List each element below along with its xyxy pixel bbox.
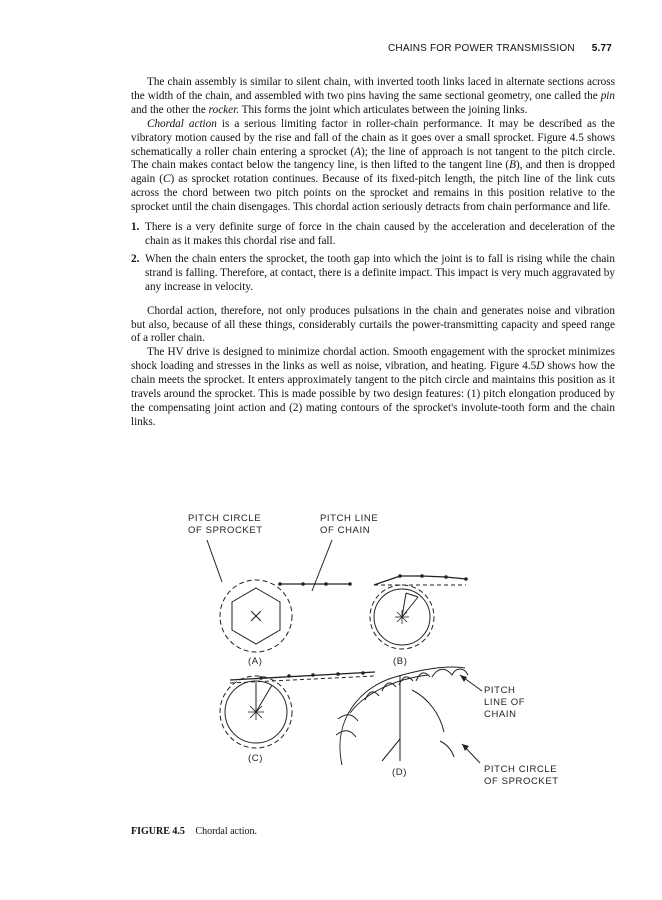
paragraph-chordal-action: Chordal action is a serious limiting factor in roller-chain performance. It may be described as the vibratory motion caused by the rise and fall of the chain as it goes over a small sprocket. Figure 4.5 shows schematically a roller chain entering a sprocket (A); the line of approach is not tangent to the pitch circle. The chain makes contact below the tangency line, is then lifted to the tangent line (B), and then is dropped again (C) as sprocket rotation continues. Because of its fixed-pitch length, the pitch line of the link cuts across the chord between two pitch points on the sprocket and remains in this position relative to the sprocket until the chain disengages. This chordal action seriously detracts from chain performance and life. (131, 117, 615, 214)
list-number: 1. (131, 221, 140, 234)
caption-label: FIGURE 4.5 (131, 826, 185, 837)
panel-label-a: (A) (248, 656, 263, 667)
panel-label-b: (B) (393, 656, 408, 667)
numbered-list (131, 221, 615, 295)
body-text (131, 76, 615, 430)
label-d-line-of: LINE OF (484, 697, 526, 708)
leader-pitch-line (312, 540, 332, 591)
panel-label-d: (D) (392, 767, 407, 778)
section-title: CHAINS FOR POWER TRANSMISSION (388, 43, 575, 54)
label-pitch-circle: PITCH CIRCLE (188, 513, 262, 524)
sprocket-c (220, 671, 375, 748)
label-d-chain: CHAIN (484, 709, 517, 720)
paragraph-chordal-consequences: Chordal action, therefore, not only produces pulsations in the chain and generates noise and vibration but also, because of all these things, considerably curtails the power-transmitting capacity and speed range of a roller chain. (131, 304, 615, 345)
page-number: 5.77 (591, 43, 612, 54)
figure-chordal-action (160, 505, 580, 805)
label-d-pitch-circle: PITCH CIRCLE (484, 764, 558, 775)
list-text: There is a very definite surge of force in the chain caused by the acceleration and deceleration of the chain as it makes this chordal rise and fall. (145, 221, 615, 247)
label-d-of-sprocket: OF SPROCKET (484, 776, 559, 787)
sprocket-b (370, 574, 468, 649)
panel-label-c: (C) (248, 753, 263, 764)
label-of-chain: OF CHAIN (320, 525, 371, 536)
running-head (388, 43, 612, 54)
list-item (131, 253, 615, 295)
figure-drawing (160, 505, 580, 805)
label-pitch-line: PITCH LINE (320, 513, 379, 524)
list-text: When the chain enters the sprocket, the tooth gap into which the joint is to fall is rising while the chain strand is falling. Therefore, at contact, there is a definite impact. This impact is very much aggravated by any increase in velocity. (145, 252, 615, 293)
list-item (131, 221, 615, 249)
paragraph-hv-drive: The HV drive is designed to minimize chordal action. Smooth engagement with the sprocket minimizes shock loading and stresses in the links as well as noise, vibration, and heating. Figure 4.5D shows how the chain meets the sprocket. It enters approximately tangent to the pitch circle and maintains this position as it travels around the sprocket. This is made possible by two design features: (1) pitch elongation produced by the compensating joint action and (2) mating contours of the sprocket's involute-tooth form and the chain links. (131, 346, 615, 428)
list-number: 2. (131, 252, 140, 265)
paragraph-chain-assembly: The chain assembly is similar to silent chain, with inverted tooth links laced in alternate sections across the width of the chain, and assembled with two pins having the same sectional geometry, one called the pin and the other the rocker. This forms the joint which articulates between the joining links. (131, 76, 615, 116)
figure-caption (131, 826, 257, 837)
caption-text: Chordal action. (195, 826, 258, 837)
label-d-pitch: PITCH (484, 685, 516, 696)
sprocket-a (220, 580, 352, 652)
arrowhead-d-pitch-line (460, 675, 467, 682)
leader-pitch-circle (207, 540, 222, 582)
sprocket-d (336, 667, 482, 765)
label-of-sprocket: OF SPROCKET (188, 525, 263, 536)
